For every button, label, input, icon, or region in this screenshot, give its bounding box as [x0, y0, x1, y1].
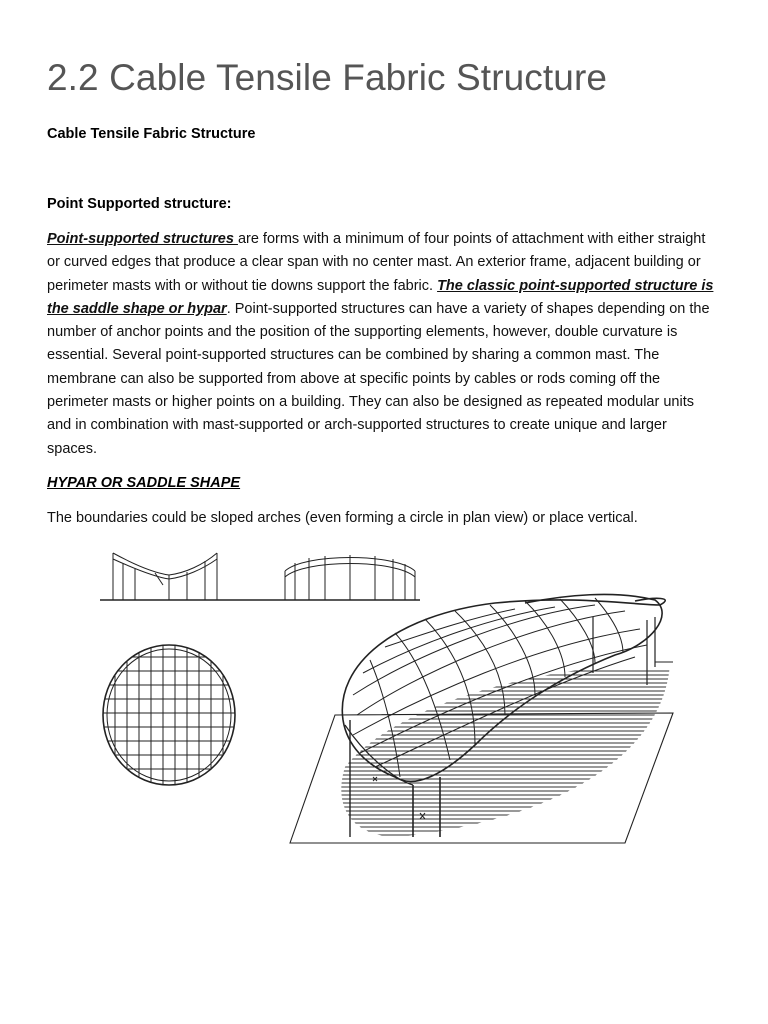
perspective-view [290, 594, 685, 843]
elevation-views [100, 553, 420, 600]
lead-emphasis: Point-supported structures [47, 231, 238, 247]
document-subtitle: Cable Tensile Fabric Structure [47, 126, 256, 142]
hypar-saddle-structure-drawing [95, 545, 685, 845]
section-heading: Point Supported structure: [47, 196, 232, 212]
paragraph-part-2: . Point-supported structures can have a variety of shapes depending on the number of anchor points and the position of the supporting elements, however, double curvature is essential. Several point-supported structures can be combined by sharing a common mast. The membrane can also be supported from above at specific points by cables or rods coming off the perimeter masts or higher points on a building. They can also be designed as repeated modular units and in combination with mast-supported or arch-supported structures to create unique and larger spaces. [47, 300, 710, 457]
hypar-description: The boundaries could be sloped arches (even forming a circle in plan view) or place vertical. [47, 510, 638, 526]
paragraph-part-1: are forms with a minimum of four points of attachment with either straight or curved edges that produce a clear span with no center mast. An exterior frame, adjacent building or perimeter masts with or without tie downs support the fabric. [47, 231, 706, 294]
mid-emphasis: The classic point-supported structure is the saddle shape or hypar [47, 277, 714, 317]
body-paragraph [47, 228, 717, 461]
page-title: 2.2 Cable Tensile Fabric Structure [47, 57, 608, 98]
plan-view-circle [103, 645, 235, 785]
hypar-heading: HYPAR OR SADDLE SHAPE [47, 475, 241, 491]
